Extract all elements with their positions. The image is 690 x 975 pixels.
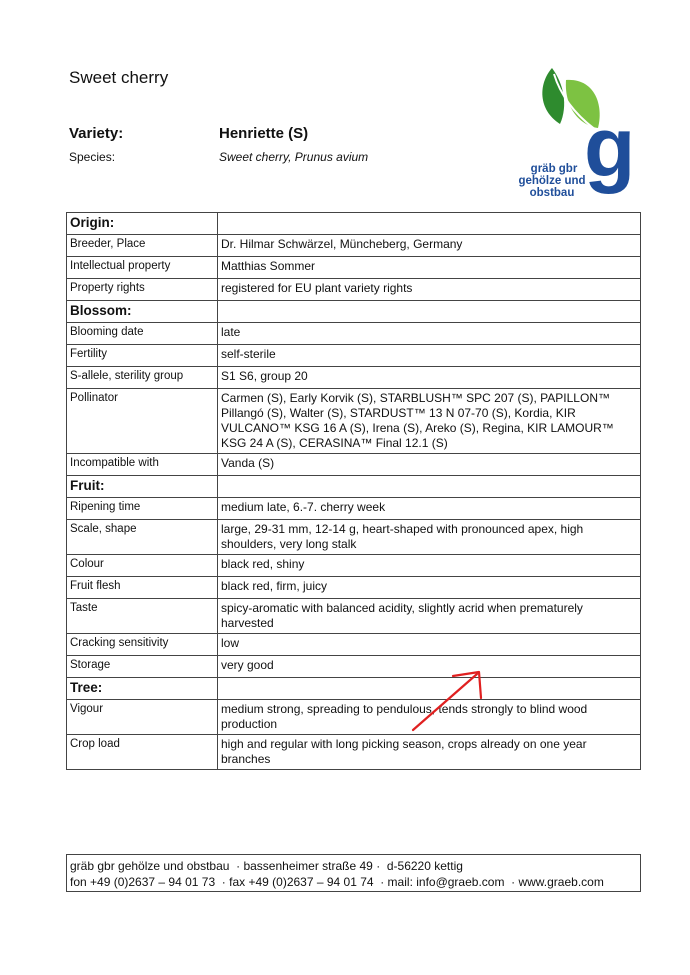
- row-label: Intellectual property: [67, 257, 218, 279]
- table-row: [67, 634, 641, 656]
- row-value: black red, firm, juicy: [218, 577, 641, 599]
- row-value: large, 29-31 mm, 12-14 g, heart-shaped with pronounced apex, high shoulders, very long stalk: [218, 520, 641, 555]
- variety-label: Variety:: [69, 125, 124, 142]
- row-value: S1 S6, group 20: [218, 367, 641, 389]
- row-value: medium strong, spreading to pendulous, tends strongly to blind wood production: [218, 700, 641, 735]
- section-heading: Origin:: [67, 213, 218, 235]
- table-section-row: [67, 301, 641, 323]
- row-value: Matthias Sommer: [218, 257, 641, 279]
- section-heading: Fruit:: [67, 476, 218, 498]
- table-row: [67, 656, 641, 678]
- row-label: Scale, shape: [67, 520, 218, 555]
- table-row: [67, 454, 641, 476]
- row-value: low: [218, 634, 641, 656]
- row-label: Ripening time: [67, 498, 218, 520]
- logo-line-3: obstbau: [529, 187, 575, 199]
- table-row: [67, 735, 641, 770]
- table-row: [67, 700, 641, 735]
- row-value: [218, 678, 641, 700]
- table-row: [67, 577, 641, 599]
- row-value: late: [218, 323, 641, 345]
- logo-line-1: gräb gbr: [530, 163, 578, 175]
- footer-address: [66, 854, 641, 892]
- row-value: registered for EU plant variety rights: [218, 279, 641, 301]
- row-value: Carmen (S), Early Korvik (S), STARBLUSH™ SPC 207 (S), PAPILLON™ Pillangó (S), Walter (S), STARDUST™ 13 N 07-70 (S), Kordia, KIR VULCANO™ KSG 16 A (S), Irena (S), Areko (S), Regina, KIR LAMOUR™ KSG 24 A (S), CERASINA™ Final 12.1 (S): [218, 389, 641, 454]
- row-value: very good: [218, 656, 641, 678]
- species-label: Species:: [69, 150, 116, 164]
- logo-letter: g: [584, 100, 636, 194]
- row-label: Vigour: [67, 700, 218, 735]
- footer-line-1: gräb gbr gehölze und obstbau · bassenheimer straße 49 · d-56220 kettig: [70, 859, 463, 873]
- row-value: medium late, 6.-7. cherry week: [218, 498, 641, 520]
- row-label: Storage: [67, 656, 218, 678]
- table-section-row: [67, 476, 641, 498]
- row-label: S-allele, sterility group: [67, 367, 218, 389]
- row-value: black red, shiny: [218, 555, 641, 577]
- row-value: Dr. Hilmar Schwärzel, Müncheberg, Germany: [218, 235, 641, 257]
- row-value: spicy-aromatic with balanced acidity, slightly acrid when prematurely harvested: [218, 599, 641, 634]
- table-row: [67, 555, 641, 577]
- row-label: Breeder, Place: [67, 235, 218, 257]
- row-label: Incompatible with: [67, 454, 218, 476]
- row-label: Taste: [67, 599, 218, 634]
- table-row: [67, 498, 641, 520]
- document-title: Sweet cherry: [69, 68, 169, 87]
- table-section-row: [67, 678, 641, 700]
- variety-data-table: [66, 212, 641, 770]
- row-label: Fruit flesh: [67, 577, 218, 599]
- row-value: [218, 213, 641, 235]
- row-value: [218, 476, 641, 498]
- table-row: [67, 520, 641, 555]
- row-label: Fertility: [67, 345, 218, 367]
- row-value: [218, 301, 641, 323]
- logo-line-2: gehölze und: [518, 175, 586, 187]
- row-label: Cracking sensitivity: [67, 634, 218, 656]
- species-value: Sweet cherry, Prunus avium: [219, 150, 369, 164]
- section-heading: Blossom:: [67, 301, 218, 323]
- row-label: Crop load: [67, 735, 218, 770]
- footer-line-2: fon +49 (0)2637 – 94 01 73 · fax +49 (0)2637 – 94 01 74 · mail: info@graeb.com · www.graeb.com: [70, 875, 604, 889]
- company-logo: [508, 66, 640, 202]
- row-value: self-sterile: [218, 345, 641, 367]
- table-row: [67, 257, 641, 279]
- variety-value: Henriette (S): [219, 125, 309, 142]
- row-label: Pollinator: [67, 389, 218, 454]
- row-label: Colour: [67, 555, 218, 577]
- table-row: [67, 279, 641, 301]
- section-heading: Tree:: [67, 678, 218, 700]
- table-row: [67, 599, 641, 634]
- leaf-icon: [542, 68, 564, 124]
- table-row: [67, 235, 641, 257]
- row-value: Vanda (S): [218, 454, 641, 476]
- table-row: [67, 367, 641, 389]
- row-value: high and regular with long picking season, crops already on one year branches: [218, 735, 641, 770]
- table-section-row: [67, 213, 641, 235]
- table-row: [67, 389, 641, 454]
- table-row: [67, 323, 641, 345]
- row-label: Blooming date: [67, 323, 218, 345]
- table-row: [67, 345, 641, 367]
- row-label: Property rights: [67, 279, 218, 301]
